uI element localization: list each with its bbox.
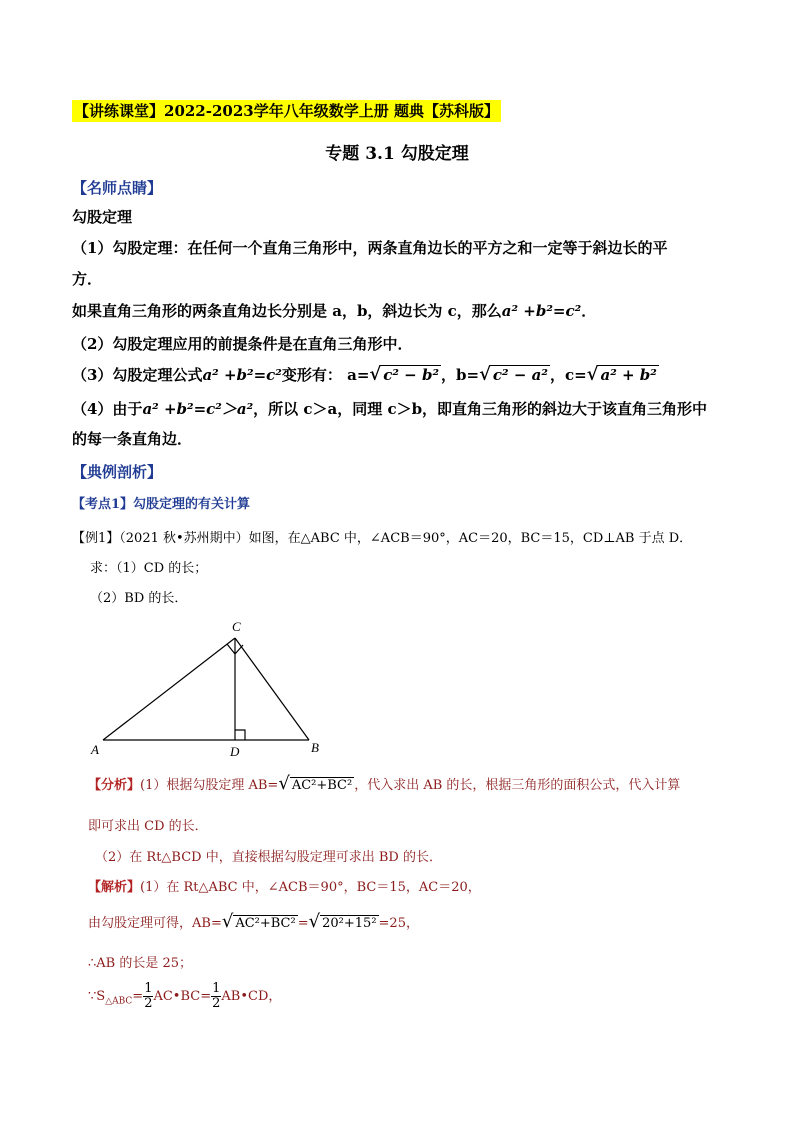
- solution-4-pre: ∵S: [88, 989, 106, 1004]
- analysis-sqrt: √ AC²+BC²: [278, 773, 353, 794]
- solution-2-eq: =: [297, 916, 309, 931]
- sqrt-a: √ c² − b²: [369, 364, 440, 385]
- solution-sqrt-2-content: 20²+15²: [322, 916, 377, 931]
- right-angle-mark-d: [235, 730, 245, 740]
- section-heading-tips: 【名师点睛】: [72, 179, 163, 197]
- fraction-2-den: 2: [212, 996, 221, 1011]
- page-title: 专题 3.1 勾股定理: [325, 144, 469, 164]
- tip-4: [72, 364, 659, 386]
- subheading-pythagorean: 勾股定理: [72, 208, 133, 226]
- analysis-1-pre: (1）根据勾股定理 AB=: [140, 778, 279, 793]
- solution-2-pre: 由勾股定理可得，AB=: [88, 916, 222, 931]
- label-c: C: [232, 619, 241, 634]
- solution-2-post: =25，: [378, 916, 419, 931]
- fraction-half-1: [143, 982, 153, 1011]
- fraction-half-2: [211, 982, 221, 1011]
- analysis-line1: [88, 773, 680, 794]
- analysis-line2: （2）在 Rt△BCD 中，直接根据勾股定理可求出 BD 的长．: [95, 850, 442, 865]
- tip-4-c-label: ，c=: [549, 366, 587, 384]
- sqrt-b-content: c² − a²: [492, 366, 548, 384]
- tip-4-text: （3）勾股定理公式: [72, 366, 203, 384]
- solution-1-text: (1）在 Rt△ABC 中，∠ACB＝90°，BC＝15，AC＝20，: [140, 880, 481, 895]
- solution-4-sub: △ABC: [105, 996, 133, 1007]
- solution-4-end: AB•CD，: [221, 989, 282, 1004]
- header-banner: 【讲练课堂】2022-2023学年八年级数学上册 题典【苏科版】: [74, 102, 499, 120]
- tip-1b: 方．: [72, 270, 103, 288]
- fraction-2-num: 1: [212, 981, 221, 996]
- example-1-q1: 求：（1）CD 的长；: [90, 561, 208, 576]
- solution-4-eq: =: [132, 989, 144, 1004]
- triangle-figure: [85, 612, 335, 762]
- fraction-1-num: 1: [144, 981, 153, 996]
- solution-sqrt-1: √ AC²+BC²: [221, 911, 296, 932]
- solution-sqrt-1-content: AC²+BC²: [235, 916, 296, 931]
- solution-sqrt-2: √ 20²+15²: [308, 911, 377, 932]
- tip-2-text: 如果直角三角形的两条直角边长分别是 a，b，斜边长为 c，那么: [72, 302, 502, 320]
- analysis-1-post: ，代入求出 AB 的长，根据三角形的面积公式，代入计算: [354, 778, 681, 793]
- tip-1a: （1）勾股定理：在任何一个直角三角形中，两条直角边长的平方之和一定等于斜边长的平: [72, 239, 668, 257]
- tip-5-rest: ，所以 c＞a，同理 c＞b，即直角三角形的斜边大于该直角三角形中: [253, 400, 708, 418]
- tip-4-formula: a² +b²=c²: [202, 366, 282, 384]
- tip-5-pre: （4）由于: [72, 400, 143, 418]
- sqrt-c: √ a² + b²: [586, 364, 657, 385]
- solution-line2: [88, 911, 419, 932]
- tip-3: （2）勾股定理应用的前提条件是在直角三角形中．: [72, 335, 413, 353]
- tip-2-formula: a² +b²=c²: [501, 302, 582, 320]
- example-1-q2: （2）BD 的长．: [90, 591, 188, 606]
- example-1-line1: 【例1】（2021 秋•苏州期中）如图，在△ABC 中，∠ACB＝90°，AC＝20，BC＝15，CD⊥AB 于点 D．: [72, 531, 693, 546]
- segment-bc: [235, 638, 309, 740]
- analysis-label: 【分析】: [88, 778, 141, 793]
- tip-5a: [72, 398, 707, 420]
- sqrt-b: √ c² − a²: [479, 364, 548, 385]
- solution-line3: ∴AB 的长是 25；: [88, 956, 193, 971]
- label-a: A: [91, 742, 99, 757]
- solution-4-mid: AC•BC=: [153, 989, 212, 1004]
- solution-line4: [88, 982, 281, 1011]
- tip-5-formula: a² +b²=c²＞a²: [142, 400, 254, 418]
- segment-ac: [103, 638, 235, 740]
- sqrt-a-content: c² − b²: [383, 366, 440, 384]
- analysis-sqrt-content: AC²+BC²: [291, 778, 353, 793]
- fraction-1-den: 2: [144, 996, 153, 1011]
- sqrt-c-content: a² + b²: [600, 366, 657, 384]
- label-b: B: [311, 740, 319, 755]
- tip-4-mid: 变形有： a=: [281, 366, 370, 384]
- solution-label: 【解析】: [88, 880, 141, 895]
- analysis-line1b: 即可求出 CD 的长．: [88, 819, 208, 834]
- tip-5b: 的每一条直角边．: [72, 430, 193, 448]
- tip-2: [72, 300, 596, 322]
- section-heading-examples: 【典例剖析】: [72, 463, 163, 481]
- label-d: D: [230, 744, 240, 759]
- tip-4-b-label: ，b=: [441, 366, 480, 384]
- tip-2-end: ．: [581, 302, 597, 320]
- solution-line1: [88, 876, 481, 895]
- point-1-heading: 【考点1】勾股定理的有关计算: [72, 497, 251, 512]
